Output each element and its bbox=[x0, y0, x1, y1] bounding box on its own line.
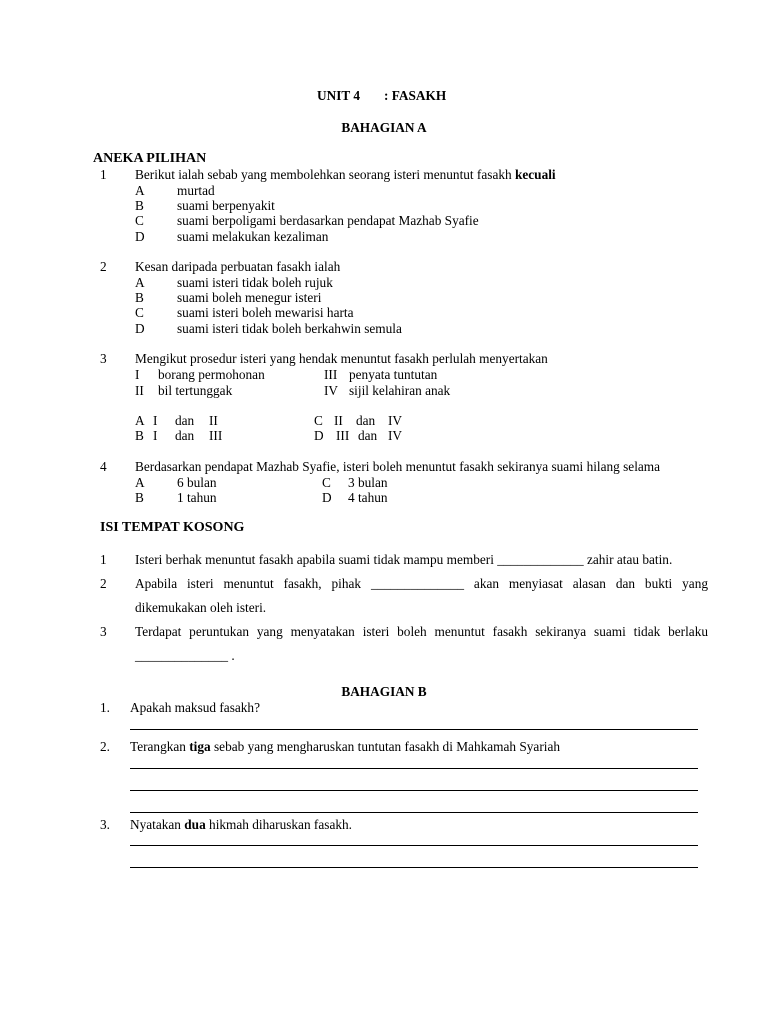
roman-item-text: penyata tuntutan bbox=[349, 367, 438, 382]
question-emphasis: kecuali bbox=[514, 167, 556, 182]
question-text-part: Nyatakan bbox=[130, 817, 185, 832]
option-letter: A bbox=[135, 413, 145, 428]
option-letter: B bbox=[135, 290, 144, 305]
option-text: suami boleh menegur isteri bbox=[177, 290, 322, 305]
option-letter: A bbox=[135, 475, 145, 490]
roman-numeral: II bbox=[135, 383, 144, 398]
option-letter: C bbox=[135, 213, 144, 228]
fill-blank-text: Isteri berhak menuntut fasakh apabila suami tidak mampu memberi _____________ zahir atau batin. bbox=[135, 552, 673, 567]
question-number: 1 bbox=[100, 167, 107, 182]
answer-line[interactable] bbox=[130, 790, 698, 791]
answer-line[interactable] bbox=[130, 812, 698, 813]
question-number: 1 bbox=[100, 552, 107, 567]
question-number: 3 bbox=[100, 351, 107, 366]
fill-blank-text-continued: ______________ . bbox=[135, 648, 235, 663]
option-letter: B bbox=[135, 428, 144, 443]
option-text: suami berpoligami berdasarkan pendapat Mazhab Syafie bbox=[177, 213, 479, 228]
question-text: Mengikut prosedur isteri yang hendak menuntut fasakh perlulah menyertakan bbox=[135, 351, 548, 366]
option-combo-second: III bbox=[209, 428, 223, 443]
option-combo-first: II bbox=[334, 413, 343, 428]
fill-blank-text: Apabila isteri menuntut fasakh, pihak ______________ akan menyiasat alasan dan bukti yang bbox=[135, 576, 708, 591]
mcq-heading: ANEKA PILIHAN bbox=[93, 151, 207, 166]
answer-line[interactable] bbox=[130, 768, 698, 769]
question-text bbox=[130, 818, 352, 831]
question-emphasis: dua bbox=[184, 817, 206, 832]
option-letter: D bbox=[135, 229, 145, 244]
option-text: 6 bulan bbox=[177, 475, 217, 490]
roman-numeral: III bbox=[324, 367, 338, 382]
question-text-part: Berikut ialah sebab yang membolehkan seorang isteri menuntut fasakh bbox=[135, 167, 515, 182]
answer-line[interactable] bbox=[130, 845, 698, 846]
option-combo-and: dan bbox=[356, 413, 376, 428]
option-letter: A bbox=[135, 183, 145, 198]
question-text bbox=[135, 168, 556, 181]
question-number: 2 bbox=[100, 576, 107, 591]
option-text: murtad bbox=[177, 183, 215, 198]
section-b-heading: BAHAGIAN B bbox=[341, 684, 427, 699]
question-number: 2. bbox=[100, 739, 110, 754]
option-combo-and: dan bbox=[175, 413, 195, 428]
question-text bbox=[130, 740, 560, 753]
option-text: 4 tahun bbox=[348, 490, 388, 505]
question-text: Kesan daripada perbuatan fasakh ialah bbox=[135, 259, 341, 274]
question-emphasis: tiga bbox=[189, 739, 211, 754]
option-text: 1 tahun bbox=[177, 490, 217, 505]
question-number: 3. bbox=[100, 817, 110, 832]
question-text-part: Terangkan bbox=[130, 739, 190, 754]
roman-item-text: bil tertunggak bbox=[158, 383, 233, 398]
answer-line[interactable] bbox=[130, 867, 698, 868]
option-letter: C bbox=[135, 305, 144, 320]
option-letter: B bbox=[135, 198, 144, 213]
option-letter: D bbox=[135, 321, 145, 336]
option-text: suami isteri tidak boleh berkahwin semula bbox=[177, 321, 402, 336]
option-combo-second: IV bbox=[388, 428, 403, 443]
option-combo-second: IV bbox=[388, 413, 403, 428]
option-letter: C bbox=[314, 413, 323, 428]
answer-line[interactable] bbox=[130, 729, 698, 730]
option-combo-and: dan bbox=[175, 428, 195, 443]
question-text-part: hikmah diharuskan fasakh. bbox=[205, 817, 352, 832]
option-text: suami berpenyakit bbox=[177, 198, 275, 213]
question-text-part: sebab yang mengharuskan tuntutan fasakh di Mahkamah Syariah bbox=[210, 739, 560, 754]
option-letter: B bbox=[135, 490, 144, 505]
option-combo-second: II bbox=[209, 413, 218, 428]
option-combo-first: I bbox=[153, 413, 158, 428]
question-text: Berdasarkan pendapat Mazhab Syafie, isteri boleh menuntut fasakh sekiranya suami hilang selama bbox=[135, 459, 661, 474]
fill-blank-text: Terdapat peruntukan yang menyatakan isteri boleh menuntut fasakh sekiranya suami tidak berlaku bbox=[135, 624, 708, 639]
unit-number: UNIT 4 bbox=[317, 88, 360, 103]
fill-blank-text-continued: dikemukakan oleh isteri. bbox=[135, 600, 267, 615]
section-a-heading: BAHAGIAN A bbox=[341, 120, 427, 135]
roman-item-text: sijil kelahiran anak bbox=[349, 383, 451, 398]
option-letter: A bbox=[135, 275, 145, 290]
question-number: 1. bbox=[100, 700, 110, 715]
option-combo-first: I bbox=[153, 428, 158, 443]
roman-numeral: IV bbox=[324, 383, 339, 398]
question-number: 4 bbox=[100, 459, 107, 474]
roman-item-text: borang permohonan bbox=[158, 367, 265, 382]
option-text: 3 bulan bbox=[348, 475, 388, 490]
question-text bbox=[130, 701, 260, 714]
question-number: 3 bbox=[100, 624, 107, 639]
fill-blank-heading: ISI TEMPAT KOSONG bbox=[100, 520, 245, 535]
option-letter: C bbox=[322, 475, 331, 490]
unit-title: : FASAKH bbox=[384, 88, 447, 103]
question-number: 2 bbox=[100, 259, 107, 274]
question-text-part: Apakah maksud fasakh? bbox=[130, 700, 260, 715]
option-text: suami isteri boleh mewarisi harta bbox=[177, 305, 354, 320]
option-letter: D bbox=[322, 490, 332, 505]
option-combo-first: III bbox=[336, 428, 350, 443]
option-combo-and: dan bbox=[358, 428, 378, 443]
option-text: suami isteri tidak boleh rujuk bbox=[177, 275, 333, 290]
roman-numeral: I bbox=[135, 367, 140, 382]
option-text: suami melakukan kezaliman bbox=[177, 229, 329, 244]
option-letter: D bbox=[314, 428, 324, 443]
